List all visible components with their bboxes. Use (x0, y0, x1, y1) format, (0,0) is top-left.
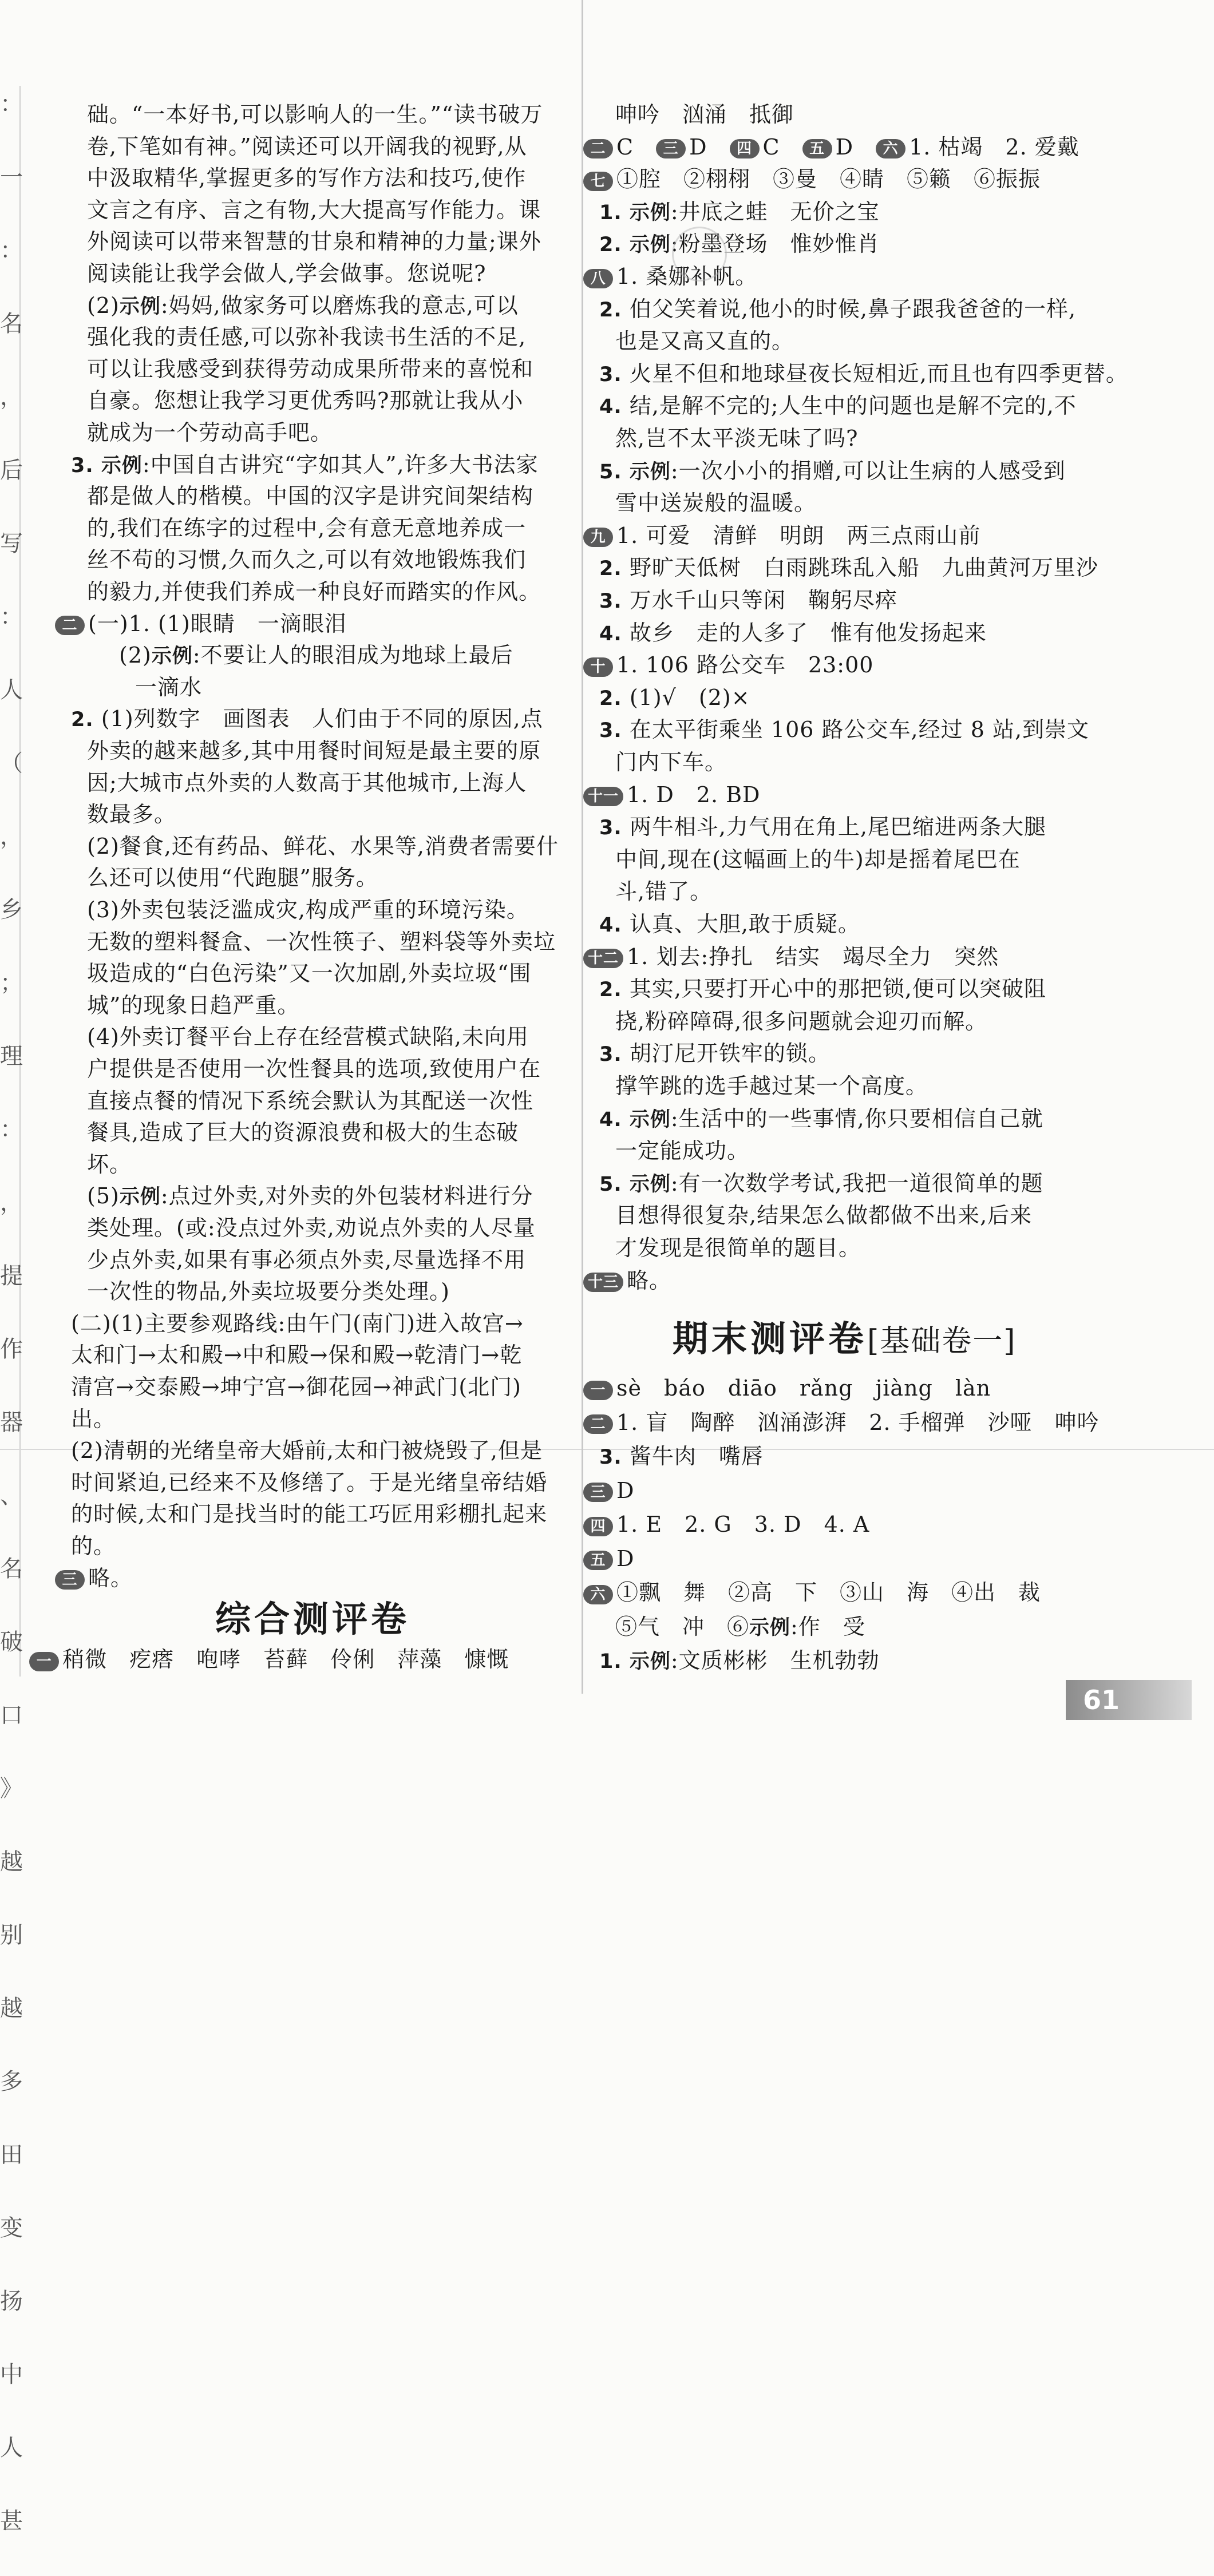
text-line (615, 746, 727, 778)
answer-text: :妈妈,做家务可以磨炼我的意志,可以 (160, 292, 519, 318)
bold-label: 示例 (151, 645, 193, 668)
answer-text: 类处理。(或:没点过外卖,劝说点外卖的人尽量 (87, 1215, 536, 1241)
answer-text: 一滴水 (135, 674, 203, 700)
text-line (599, 908, 860, 940)
answer-text: 野旷天低树 白雨跳珠乱入船 九曲黄河万里沙 (629, 555, 1098, 581)
answer-text: (1)列数字 画图表 人们由于不同的原因,点 (101, 706, 543, 732)
bold-label: 2. (71, 708, 101, 732)
answer-text: 出。 (71, 1406, 116, 1432)
bold-label: 示例 (629, 1650, 671, 1673)
edge-glyph: 口 (0, 1702, 23, 1729)
answer-text: 撑竿跳的选手越过某一个高度。 (615, 1073, 928, 1099)
edge-glyph: 田 (0, 2142, 23, 2168)
text-line (87, 512, 526, 544)
text-line (615, 1611, 865, 1643)
answer-text: 城”的现象日趋严重。 (87, 992, 300, 1018)
edge-glyph: 一 (0, 164, 23, 191)
edge-glyph: 理 (0, 1043, 23, 1069)
exam-heading-subtitle: [基础卷一] (867, 1324, 1017, 1358)
answer-text: 数最多。 (87, 802, 177, 827)
answer-text: 的,我们在练字的过程中,会有意无意地养成一 (87, 515, 527, 541)
text-line (599, 811, 1046, 843)
text-line (583, 131, 1079, 163)
answer-text: (2) (119, 643, 152, 668)
text-line (583, 1475, 634, 1507)
answer-text: sè báo diāo rǎng jiàng làn (616, 1376, 991, 1401)
answer-text: 都是做人的楷模。中国的汉字是讲究间架结构 (87, 484, 534, 509)
answer-text: ①飘 舞 ②高 下 ③山 海 ④出 裁 (616, 1580, 1041, 1605)
answer-text: 外阅读可以带来智慧的甘泉和精神的力量;课外 (87, 229, 541, 255)
faint-stamp (672, 227, 727, 282)
section-heading: 综合测评卷 (215, 1598, 410, 1640)
answer-text: D (616, 1477, 635, 1503)
bold-label: 4. (599, 395, 630, 419)
edge-glyph: 、 (0, 1483, 23, 1509)
text-line (615, 843, 1021, 875)
text-line (87, 257, 486, 290)
text-line (87, 225, 541, 257)
answer-text: 1. 枯竭 2. 爱戴 (909, 134, 1079, 160)
text-line (583, 163, 1041, 195)
text-line (55, 608, 347, 640)
text-line (87, 1212, 536, 1244)
answer-text: 么还可以使用“代跑腿”服务。 (87, 865, 378, 891)
text-line (87, 957, 531, 989)
text-line (71, 1498, 547, 1530)
edge-glyph: （ (0, 750, 23, 776)
answer-text: 雪中送炭般的温暖。 (615, 490, 817, 516)
edge-glyph: 越 (0, 1849, 23, 1875)
bold-label: 示例 (629, 1108, 671, 1131)
text-line (583, 520, 980, 552)
text-line (55, 1562, 133, 1594)
section-number-badge: 二 (583, 1414, 613, 1434)
answer-text: 火星不但和地球昼夜长短相近,而且也有四季更替。 (629, 360, 1128, 386)
previous-page-edge (0, 86, 23, 2534)
edge-glyph: ， (0, 823, 23, 850)
text-line (583, 1576, 1041, 1608)
answer-text: 一次性的物品,外卖垃圾要分类处理。) (87, 1279, 450, 1305)
edge-glyph: ： (0, 91, 23, 117)
edge-glyph: 甚 (0, 2508, 23, 2534)
edge-glyph: ： (0, 237, 23, 264)
answer-text: 1. 盲 陶醉 汹涌澎湃 2. 手榴弹 沙哑 呻吟 (616, 1409, 1100, 1435)
section-number-badge: 五 (802, 139, 832, 158)
text-line (87, 1148, 132, 1180)
text-line (87, 98, 543, 130)
answer-text: 略。 (88, 1565, 133, 1591)
answer-text: 才发现是很简单的题目。 (615, 1235, 861, 1261)
answer-text: C (616, 134, 657, 160)
bold-label: 3. (599, 363, 630, 386)
answer-text: 直接点餐的情况下系统会默认为其配送一次性 (87, 1088, 534, 1113)
text-line (599, 1440, 764, 1472)
section-number-badge: 二 (55, 616, 85, 635)
edge-glyph: 中 (0, 2361, 23, 2388)
answer-text: 目想得很复杂,结果怎么做都做不出来,后来 (615, 1203, 1033, 1228)
answer-text: (4)外卖订餐平台上存在经营模式缺陷,未向用 (87, 1024, 529, 1050)
page-number: 61 (1066, 1680, 1192, 1720)
answer-text: (2)餐食,还有药品、鲜花、水果等,消费者需要什 (87, 833, 559, 859)
section-number-badge: 四 (730, 139, 760, 158)
text-line (71, 1403, 116, 1435)
bold-label: 3. (599, 590, 630, 613)
text-line (615, 1232, 861, 1264)
text-line (87, 385, 523, 417)
text-line (87, 894, 529, 926)
text-line (615, 98, 794, 130)
answer-text: 因;大城市点外卖的人数高于其他城市,上海人 (87, 770, 527, 795)
answer-text: 清宫→交泰殿→坤宁宫→御花园→神武门(北门) (71, 1374, 522, 1400)
bold-label: 示例 (749, 1616, 791, 1639)
bold-label: 示例 (101, 454, 143, 477)
answer-text: 的。 (71, 1533, 116, 1559)
text-line (87, 417, 333, 449)
text-line (71, 1467, 547, 1499)
section-number-badge: 十一 (583, 787, 623, 806)
text-line (583, 649, 873, 681)
answer-text: 1. 桑娜补帆。 (616, 264, 758, 289)
text-line (87, 1021, 529, 1053)
bold-label: 示例 (629, 1172, 671, 1196)
bold-label: 3. (599, 1043, 630, 1067)
answer-text: 时间紧迫,已经来不及修缮了。于是光绪皇帝结婚 (71, 1469, 548, 1495)
edge-glyph: 乡 (0, 897, 23, 923)
answer-text: 也是又高又直的。 (615, 328, 794, 354)
answer-text: 太和门→太和殿→中和殿→保和殿→乾清门→乾 (71, 1342, 523, 1368)
answer-text: 餐具,造成了巨大的资源浪费和极大的生态破 (87, 1120, 519, 1146)
answer-text: 1. E 2. G 3. D 4. A (616, 1512, 870, 1537)
section-number-badge: 三 (656, 139, 686, 158)
text-line (71, 1371, 521, 1403)
answer-text: 户提供是否使用一次性餐具的选项,致使用户在 (87, 1056, 541, 1081)
text-line (71, 1530, 116, 1562)
text-line (583, 779, 761, 811)
bold-label: 3. (71, 454, 101, 477)
answer-text: 酱牛肉 嘴唇 (629, 1444, 764, 1469)
edge-glyph: 名 (0, 1556, 23, 1582)
answer-text: D (616, 1545, 635, 1571)
text-line (615, 875, 712, 907)
edge-glyph: ： (0, 1116, 23, 1143)
text-line (87, 130, 527, 163)
bold-label: 4. (599, 622, 630, 645)
bold-label: 4. (599, 1108, 630, 1131)
text-line (87, 735, 541, 767)
bold-label: 示例 (119, 295, 161, 318)
answer-text: 的毅力,并使我们养成一种良好而踏实的作风。 (87, 579, 541, 604)
text-line (87, 321, 526, 353)
text-line (87, 830, 559, 862)
exam-heading (673, 1310, 1017, 1361)
text-line (615, 1005, 987, 1037)
edge-glyph: 别 (0, 1922, 23, 1948)
answer-text: 卷,下笔如有神。”阅读还可以开阔我的视野,从 (87, 133, 527, 159)
answer-text: (2)清朝的光绪皇帝大婚前,太和门被烧毁了,但是 (71, 1438, 543, 1464)
text-line (71, 1307, 524, 1339)
section-number-badge: 四 (583, 1517, 613, 1536)
text-line (583, 1265, 671, 1297)
text-line (615, 422, 858, 454)
answer-text: 1. 划去:挣扎 结实 竭尽全力 突然 (627, 944, 999, 969)
answer-text: 阅读能让我学会做人,学会做事。您说呢? (87, 261, 487, 286)
text-line (599, 293, 1076, 325)
answer-text: 伯父笑着说,他小的时候,鼻子跟我爸爸的一样, (629, 296, 1077, 322)
text-line (583, 1372, 991, 1404)
edge-glyph: 写 (0, 530, 23, 557)
answer-text: 斗,错了。 (615, 879, 713, 905)
answer-text: 就成为一个劳动高手吧。 (87, 420, 333, 445)
section-number-badge: 一 (583, 1381, 613, 1400)
answer-text: 坏。 (87, 1151, 132, 1177)
text-line (87, 862, 378, 894)
text-line (599, 681, 750, 714)
answer-text: 中间,现在(这幅画上的牛)却是摇着尾巴在 (615, 846, 1021, 872)
bold-label: 2. (599, 557, 630, 581)
answer-text: 挠,粉碎障碍,很多问题就会迎刃而解。 (615, 1008, 988, 1034)
answer-text: 然,岂不太平淡无味了吗? (615, 426, 859, 451)
edge-glyph: 名 (0, 311, 23, 337)
answer-text: (3)外卖包装泛滥成灾,构成严重的环境污染。 (87, 897, 529, 922)
text-line (71, 703, 543, 735)
answer-text: :井底之蛙 无价之宝 (670, 199, 880, 224)
bold-label: 2. (599, 687, 630, 710)
bold-label: 2. (599, 233, 630, 257)
bold-label: 示例 (629, 233, 671, 257)
answer-text: D (835, 134, 876, 160)
answer-text: 故乡 走的人多了 惟有他发扬起来 (629, 620, 987, 645)
edge-glyph: ： (0, 604, 23, 630)
edge-glyph: 》 (0, 1776, 23, 1802)
edge-glyph: 扬 (0, 2288, 23, 2315)
answer-text: :生活中的一些事情,你只要相信自己就 (670, 1105, 1043, 1131)
text-line (71, 1434, 543, 1467)
text-line (615, 325, 794, 357)
edge-glyph: 变 (0, 2215, 23, 2241)
bold-label: 3. (599, 817, 630, 840)
section-number-badge: 十三 (583, 1273, 623, 1292)
text-line (87, 1053, 541, 1085)
answer-text: 1. 可爱 清鲜 明朗 两三点雨山前 (616, 522, 981, 548)
text-line (599, 390, 1077, 422)
section-number-badge: 八 (583, 269, 613, 288)
text-line (87, 767, 527, 799)
answer-text: 1. 106 路公交车 23:00 (616, 652, 874, 678)
text-line (87, 1244, 526, 1276)
answer-text: 1. D 2. BD (627, 782, 761, 807)
edge-glyph: 破 (0, 1629, 23, 1655)
section-number-badge: 一 (29, 1652, 59, 1671)
text-line (615, 1135, 749, 1167)
section-number-badge: 五 (583, 1551, 613, 1570)
answer-text: (一)1. (1)眼睛 一滴眼泪 (88, 611, 347, 636)
answer-text: :文质彬彬 生机勃勃 (670, 1648, 880, 1673)
answer-text: 外卖的越来越多,其中用餐时间短是最主要的原 (87, 738, 541, 763)
text-line (29, 1643, 509, 1675)
section-number-badge: 七 (583, 172, 613, 191)
text-line (87, 1180, 533, 1212)
edge-glyph: ， (0, 1190, 23, 1216)
answer-text: 在太平街乘坐 106 路公交车,经过 8 站,到崇文 (629, 717, 1090, 743)
text-line (71, 1339, 522, 1371)
text-line (135, 671, 202, 703)
bold-label: 1. (599, 1650, 630, 1673)
edge-glyph: 提 (0, 1263, 23, 1289)
answer-text: :粉墨登场 惟妙惟肖 (670, 231, 880, 257)
edge-glyph: 多 (0, 2068, 23, 2095)
text-line (583, 1543, 634, 1575)
answer-text: :有一次数学考试,我把一道很简单的题 (670, 1170, 1043, 1196)
text-line (599, 1037, 831, 1069)
answer-text: (5) (87, 1183, 120, 1209)
answer-text: D (689, 134, 730, 160)
text-line (87, 576, 541, 608)
bold-label: 5. (599, 1172, 630, 1196)
text-line (87, 926, 556, 958)
bold-label: 2. (599, 978, 630, 1002)
answer-text: 其实,只要打开心中的那把锁,便可以突破阻 (629, 976, 1047, 1002)
text-line (87, 544, 526, 576)
bold-label: 3. (599, 1446, 630, 1469)
answer-text: 无数的塑料餐盒、一次性筷子、塑料袋等外卖垃 (87, 929, 556, 954)
text-line (615, 1070, 928, 1102)
section-number-badge: 二 (583, 139, 613, 158)
answer-text: 认真、大胆,敢于质疑。 (629, 911, 860, 937)
answer-text: 稍微 疙瘩 咆哮 苔藓 伶俐 萍藻 慷慨 (62, 1647, 509, 1672)
bold-label: 5. (599, 460, 630, 484)
text-line (87, 1116, 519, 1148)
answer-text: C (762, 134, 802, 160)
text-line (583, 1406, 1100, 1438)
text-line (599, 228, 880, 260)
answer-text: 强化我的责任感,可以弥补我读书生活的不足, (87, 324, 527, 350)
text-line (87, 1085, 533, 1117)
answer-text: 可以让我感受到获得劳动成果所带来的喜悦和 (87, 356, 534, 382)
answer-text: 呻吟 汹涌 抵御 (615, 102, 794, 127)
answer-text: 中汲取精华,掌握更多的写作方法和技巧,使作 (87, 165, 527, 191)
text-line (599, 584, 897, 616)
bold-label: 4. (599, 914, 630, 937)
section-number-badge: 十 (583, 657, 613, 677)
section-number-badge: 十二 (583, 949, 623, 968)
text-line (599, 617, 987, 649)
section-number-badge: 三 (55, 1570, 85, 1590)
answer-text: (1)√ (2)× (629, 684, 750, 710)
edge-glyph: ； (0, 970, 23, 996)
text-line (87, 480, 533, 512)
answer-text: 自豪。您想让我学习更优秀吗?那就让我从小 (87, 388, 524, 414)
edge-glyph: 作 (0, 1336, 23, 1362)
answer-text: :点过外卖,对外卖的外包装材料进行分 (160, 1183, 533, 1209)
section-number-badge: 三 (583, 1483, 613, 1502)
answer-text: 门内下车。 (615, 750, 727, 775)
text-line (599, 1103, 1043, 1135)
answer-text: 结,是解不完的;人生中的问题也是解不完的,不 (629, 393, 1077, 419)
section-number-badge: 六 (876, 139, 905, 158)
text-line (583, 941, 999, 973)
edge-glyph: 人 (0, 677, 23, 703)
answer-text: ①腔 ②栩栩 ③曼 ④睛 ⑤籁 ⑥振振 (616, 167, 1041, 192)
bold-label: 3. (599, 719, 630, 743)
bold-label: 2. (599, 298, 630, 322)
text-line (583, 260, 757, 292)
text-line (599, 1167, 1043, 1199)
bold-label: 示例 (119, 1186, 161, 1209)
bold-label: 示例 (629, 201, 671, 224)
answer-text: 础。“一本好书,可以影响人的一生。”“读书破万 (87, 102, 543, 127)
text-line (87, 353, 533, 385)
bold-label: 示例 (629, 460, 671, 484)
text-line (583, 1508, 869, 1540)
answer-text: (二)(1)主要参观路线:由午门(南门)进入故宫→ (71, 1310, 524, 1336)
answer-text: (2) (87, 292, 120, 318)
text-line (87, 162, 526, 194)
answer-text: 略。 (627, 1267, 672, 1293)
text-line (87, 290, 519, 322)
text-line (599, 973, 1046, 1005)
answer-text: 文言之有序、言之有物,大大提高写作能力。课 (87, 197, 541, 223)
answer-text: 万水千山只等闲 鞠躬尽瘁 (629, 588, 897, 613)
edge-glyph: 越 (0, 1995, 23, 2022)
exam-heading-title: 期末测评卷 (673, 1318, 868, 1360)
edge-glyph: ， (0, 384, 23, 410)
edge-glyph: 人 (0, 2435, 23, 2461)
section-number-badge: 九 (583, 528, 613, 547)
answer-text: :中国自古讲究“字如其人”,许多大书法家 (142, 451, 539, 477)
text-line (87, 1275, 450, 1307)
answer-text: 两牛相斗,力气用在角上,尾巴缩进两条大腿 (629, 814, 1047, 840)
text-line (615, 1199, 1032, 1231)
edge-glyph: 后 (0, 457, 23, 484)
answer-text: 一定能成功。 (615, 1138, 750, 1164)
edge-glyph: 器 (0, 1409, 23, 1436)
answer-text: :作 受 (790, 1614, 865, 1639)
bold-label: 1. (599, 201, 630, 224)
text-line (599, 1644, 880, 1677)
text-line (71, 449, 539, 481)
answer-text: 的时候,太和门是找当时的能工巧匠用彩棚扎起来 (71, 1501, 548, 1527)
section-number-badge: 六 (583, 1585, 613, 1604)
text-line (615, 487, 816, 519)
text-line (119, 639, 513, 671)
text-line (87, 798, 176, 830)
answer-text: 少点外卖,如果有事必须点外卖,尽量选择不用 (87, 1247, 527, 1273)
text-line (599, 358, 1128, 390)
text-line (87, 989, 299, 1021)
answer-text: :不要让人的眼泪成为地球上最后 (192, 643, 513, 668)
answer-text: 圾造成的“白色污染”又一次加剧,外卖垃圾“围 (87, 961, 532, 986)
text-line (87, 194, 541, 226)
answer-text: 丝不苟的习惯,久而久之,可以有效地锻炼我们 (87, 547, 527, 573)
text-line (599, 196, 880, 228)
text-line (599, 455, 1066, 487)
text-line (599, 552, 1098, 584)
answer-text: 胡汀尼开铁牢的锁。 (629, 1041, 831, 1067)
text-line (599, 714, 1089, 746)
answer-text: ⑤气 冲 ⑥ (615, 1614, 750, 1639)
answer-text: :一次小小的捐赠,可以让生病的人感受到 (670, 458, 1066, 484)
